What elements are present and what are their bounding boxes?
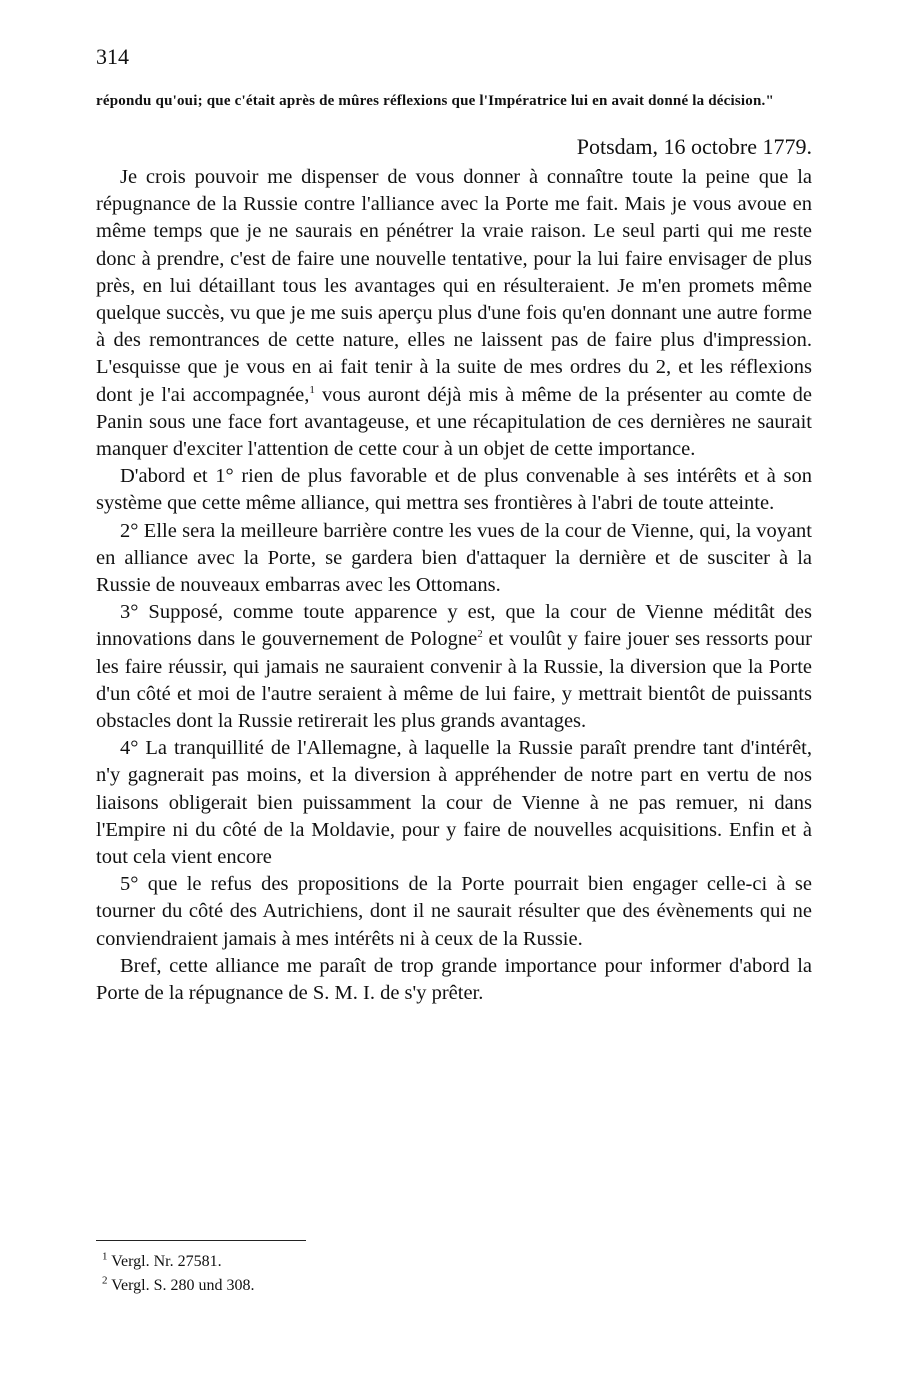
- footnote: $^1$ Vergl. Nr. 27581.: [102, 1250, 222, 1270]
- letter-dateline: Potsdam, 16 octobre 1779.: [576, 134, 812, 159]
- document-page: [96, 0, 812, 1392]
- footnote-ref: 2: [477, 628, 483, 641]
- footnote-divider: [96, 1240, 306, 1241]
- footnotes: [102, 1250, 254, 1298]
- paragraph: 4° La tranquillité de l'Allemagne, à laquelle la Russie paraît prendre tant d'intérêt, n'y gagnerait pas moins, et la diversion à appréhender de notre part en vertu de nos liaisons obligerait bien puissamment la cour de Vienne à ne pas remuer, ni dans l'Empire ni du côté de la Moldavie, pour y faire de nouvelles acquisitions. Enfin et à tout cela vient encore: [96, 737, 812, 869]
- paragraph: 3° Supposé, comme toute apparence y est, que la cour de Vienne méditât des innovations dans le gouvernement de Pologne$^2$ et voulût y faire jouer ses ressorts pour les faire réussir, qui jamais ne sauraient convenir à la Russie, la diversion que la Porte d'un côté et moi de l'autre seraient à même de lui faire, y mettrait bientôt de puissants obstacles dont la Russie retirerait les plus grands avantages.: [96, 601, 812, 733]
- paragraph: 5° que le refus des propositions de la Porte pourrait bien engager celle-ci à se tourner du côté des Autrichiens, dont il ne saurait résulter que des évènements qui ne conviendraient jamais à mes intérêts ni à ceux de la Russie.: [96, 873, 812, 950]
- page-number: 314: [96, 44, 129, 69]
- footnote-ref: 1: [309, 383, 315, 396]
- footnote-mark: 1: [102, 1250, 108, 1263]
- paragraph: Je crois pouvoir me dispenser de vous donner à connaître toute la peine que la répugnance de la Russie contre l'alliance avec la Porte me fait. Mais je vous avoue en même temps que je ne saurais en pénétrer la vraie raison. Le seul parti qui me reste donc à prendre, c'est de faire une nouvelle tentative, pour la lui faire envisager de plus près, en lui détaillant tous les avantages qui en résulteraient. Je m'en promets même quelque succès, vu que je me suis aperçu plus d'une fois qu'en donnant une autre forme à des remontrances de cette nature, elles ne laissent pas de faire plus d'impression. L'esquisse que je vous en ai fait tenir à la suite de mes ordres du 2, et les réflexions dont je l'ai accompagnée,$^1$ vous auront déjà mis à même de la présenter au comte de Panin sous une face fort avantageuse, et une récapitulation de ces dernières ne saurait manquer d'exciter l'attention de cette cour à un objet de cette importance.: [96, 166, 812, 461]
- paragraph: 2° Elle sera la meilleure barrière contre les vues de la cour de Vienne, qui, la voyant en alliance avec la Porte, se gardera bien d'attaquer la dernière et de susciter à la Russie de nouveaux embarras avec les Ottomans.: [96, 519, 812, 597]
- footnote: $^2$ Vergl. S. 280 und 308.: [102, 1274, 255, 1294]
- paragraph: Bref, cette alliance me paraît de trop grande importance pour informer d'abord la Porte de la répugnance de S. M. I. de s'y prêter.: [96, 954, 812, 1005]
- quoted-passage: répondu qu'oui; que c'était après de mûres réflexions que l'Impératrice lui en avait donné la décision.": [96, 93, 775, 109]
- paragraph: D'abord et 1° rien de plus favorable et de plus convenable à ses intérêts et à son système que cette même alliance, qui mettra ses frontières à l'abri de toute atteinte.: [96, 465, 812, 515]
- footnote-mark: 2: [102, 1274, 108, 1287]
- letter-body: [96, 164, 812, 1007]
